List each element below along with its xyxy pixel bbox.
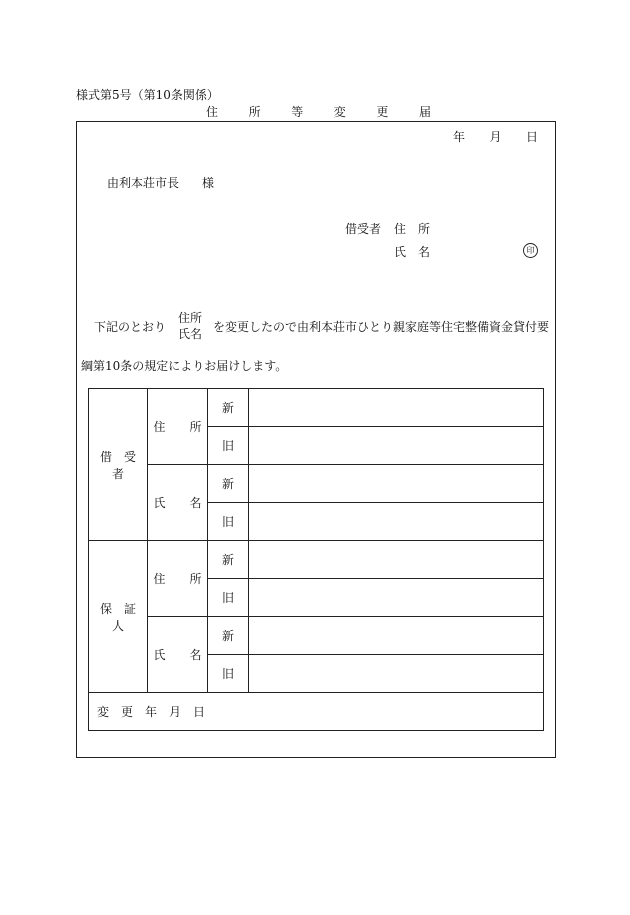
- body-option-name: 氏名: [178, 327, 203, 341]
- title-char: 変: [333, 105, 346, 119]
- date-day: 日: [525, 130, 538, 144]
- title-char: 更: [376, 105, 389, 119]
- guarantor-old-address-input[interactable]: [249, 579, 544, 617]
- seal-icon: 印: [523, 243, 538, 258]
- body-line2: 綱第10条の規定によりお届けします。: [81, 359, 288, 373]
- group-label-borrower: 借 受 者: [89, 389, 148, 541]
- table-row: [89, 465, 544, 503]
- date-month: 月: [489, 130, 502, 144]
- borrower-new-address-input[interactable]: [249, 389, 544, 427]
- body-suffix: を変更したので由利本荘市ひとり親家庭等住宅整備資金貸付要: [213, 320, 550, 334]
- borrower-new-name-input[interactable]: [249, 465, 544, 503]
- guarantor-new-address-input[interactable]: [249, 541, 544, 579]
- body-option-address: 住所: [178, 311, 203, 325]
- body-prefix: 下記のとおり: [94, 320, 167, 334]
- borrower-name-label: 氏 名: [394, 245, 431, 259]
- form-title: [206, 103, 431, 120]
- title-char: 住: [206, 105, 219, 119]
- field-label-name: 氏 名: [148, 465, 208, 541]
- borrower-old-name-input[interactable]: [249, 503, 544, 541]
- form-number: 様式第5号（第10条関係）: [76, 88, 219, 102]
- date-line: [453, 128, 538, 145]
- borrower-role: 借受者: [345, 222, 382, 236]
- group-label-guarantor: 保 証 人: [89, 541, 148, 693]
- date-year: 年: [453, 130, 466, 144]
- old-label: 旧: [208, 579, 249, 617]
- addressee-name: 由利本荘市長: [107, 176, 180, 190]
- old-label: 旧: [208, 427, 249, 465]
- title-char: 届: [418, 105, 431, 119]
- field-label-address: 住 所: [148, 389, 208, 465]
- new-label: 新: [208, 465, 249, 503]
- addressee-honorific: 様: [202, 176, 215, 190]
- field-label-address: 住 所: [148, 541, 208, 617]
- title-char: 等: [291, 105, 304, 119]
- guarantor-new-name-input[interactable]: [249, 617, 544, 655]
- old-label: 旧: [208, 655, 249, 693]
- table-row: [89, 541, 544, 579]
- borrower-old-address-input[interactable]: [249, 427, 544, 465]
- table-row: [89, 693, 544, 731]
- new-label: 新: [208, 617, 249, 655]
- change-date-cell[interactable]: [89, 693, 544, 731]
- table-row: [89, 617, 544, 655]
- new-label: 新: [208, 541, 249, 579]
- borrower-address-label: 住 所: [394, 222, 431, 236]
- field-label-name: 氏 名: [148, 617, 208, 693]
- title-char: 所: [248, 105, 261, 119]
- new-label: 新: [208, 389, 249, 427]
- change-table: [88, 388, 544, 731]
- change-date-label: 変 更 年 月 日: [97, 705, 206, 719]
- guarantor-old-name-input[interactable]: [249, 655, 544, 693]
- old-label: 旧: [208, 503, 249, 541]
- table-row: [89, 389, 544, 427]
- seal-mark: [523, 242, 538, 258]
